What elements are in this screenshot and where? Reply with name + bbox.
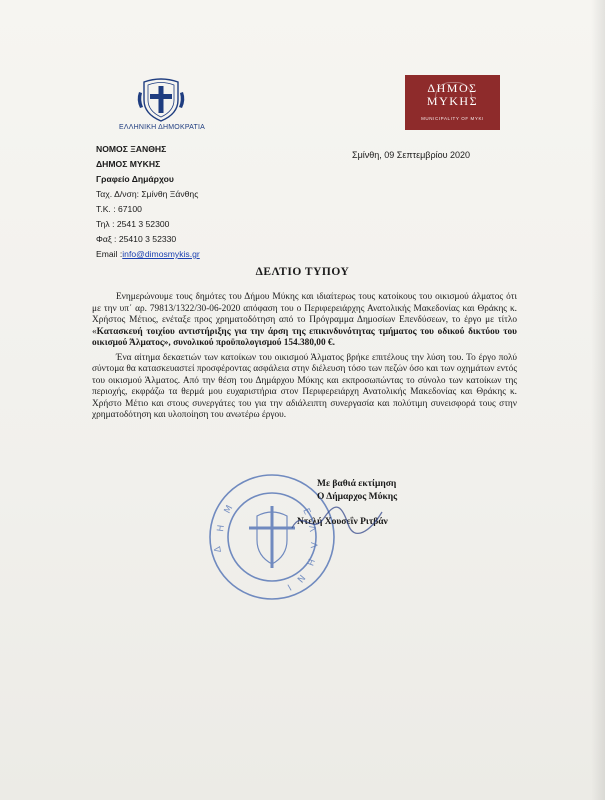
svg-text:Δ: Δ: [213, 545, 224, 554]
document-body: [92, 292, 517, 425]
sender-email-link[interactable]: info@dimosmykis.gr: [122, 249, 200, 259]
svg-text:Ι: Ι: [285, 581, 293, 592]
sender-nomos: ΝΟΜΟΣ ΞΑΝΘΗΣ: [96, 144, 167, 154]
body-paragraph-1: [92, 292, 517, 350]
signature-closing: Με βαθιά εκτίμηση: [317, 479, 397, 489]
svg-text:Μ: Μ: [222, 503, 236, 516]
sender-email-label: Email :: [96, 249, 123, 259]
sender-block: [96, 142, 200, 262]
body-paragraph-2: Ένα αίτημα δεκαετιών των κατοίκων του οικισμού Άλματος βρήκε επιτέλους την λύση του. Το έργο πολύ σύντομα θα κατασκευαστεί προσφέροντας ασφάλεια στην διέλευση τόσο των πεζών όσο και των οχημάτων εντός του οικισμού Άλματος. Από την θέση του Δημάρχου Μύκης και εκπροσωπώντας το σύνολο των κατοίκων της περιοχής, εκφράζω τα θερμά μου ευχαριστήρια στον Περιφερειάρχη Ανατολικής Μακεδονίας και Θράκης κ. Χρήστο Μέτιο και στους συνεργάτες του για την αδιάλειπτη συνεργασία και πολύτιμη συνεισφορά τους στην χρηματοδότηση και υλοποίηση του ανωτέρω έργου.: [92, 352, 517, 420]
sender-dimos: ΔΗΜΟΣ ΜΥΚΗΣ: [96, 159, 161, 169]
signature-name: Ντελή Χουσεΐν Ριτβάν: [297, 517, 388, 527]
svg-text:Ν: Ν: [294, 572, 307, 584]
sender-address: Ταχ. Δ/νση: Σμίνθη Ξάνθης: [96, 189, 199, 199]
svg-text:Η: Η: [216, 524, 227, 533]
page-shadow: [591, 0, 605, 800]
press-release-title: ΔΕΛΤΙΟ ΤΥΠΟΥ: [255, 266, 350, 278]
document-date: Σμίνθη, 09 Σεπτεμβρίου 2020: [352, 150, 471, 160]
handwritten-signature-icon: [282, 500, 402, 540]
sender-office: Γραφείο Δημάρχου: [96, 174, 174, 184]
svg-text:Λ: Λ: [307, 541, 318, 549]
sender-postcode: Τ.Κ. : 67100: [96, 204, 142, 214]
body-paragraph-1-bold: Κατασκευή τοιχίου αντιστήριξης για την άρση της επικινδυνότητας τμήματος του οδικού δικτύου του οικισμού Άλματος», συνολικού προϋπολογισμού 154.380,00 €.: [92, 326, 517, 348]
svg-text:Λ: Λ: [306, 524, 317, 533]
greek-republic-emblem-icon: [136, 74, 186, 124]
sender-email-row: [96, 247, 200, 262]
municipality-logo: [405, 75, 500, 130]
signature-title: Ο Δήμαρχος Μύκης: [317, 492, 398, 502]
emblem-caption: ΕΛΛΗΝΙΚΗ ΔΗΜΟΚΡΑΤΙΑ: [118, 124, 206, 131]
sender-phone: Τηλ : 2541 3 52300: [96, 219, 170, 229]
logo-line2: ΜΥΚΗΣ: [426, 94, 479, 108]
logo-line3: MUNICIPALITY OF MYKI: [421, 116, 484, 121]
body-paragraph-1-text: Ενημερώνουμε τους δημότες του Δήμου Μύκης και ιδιαίτερως τους κατοίκους του οικισμού άλματος ότι με την υπ΄ αρ. 79813/1322/30-06-2020 απόφαση του ο Περιφερειάρχης Ανατολικής Μακεδονίας και Θράκης κ. Χρήστος Μέτιος, ενέταξε προς χρηματοδότηση από το Πρόγραμμα Δημοσίων Επενδύσεων, το έργο με τίτλο «: [92, 292, 517, 337]
sender-fax: Φαξ : 25410 3 52330: [96, 234, 177, 244]
svg-text:Η: Η: [303, 556, 316, 567]
svg-text:Ε: Ε: [300, 507, 312, 517]
logo-line1: ΔΗΜΟΣ: [427, 81, 478, 95]
